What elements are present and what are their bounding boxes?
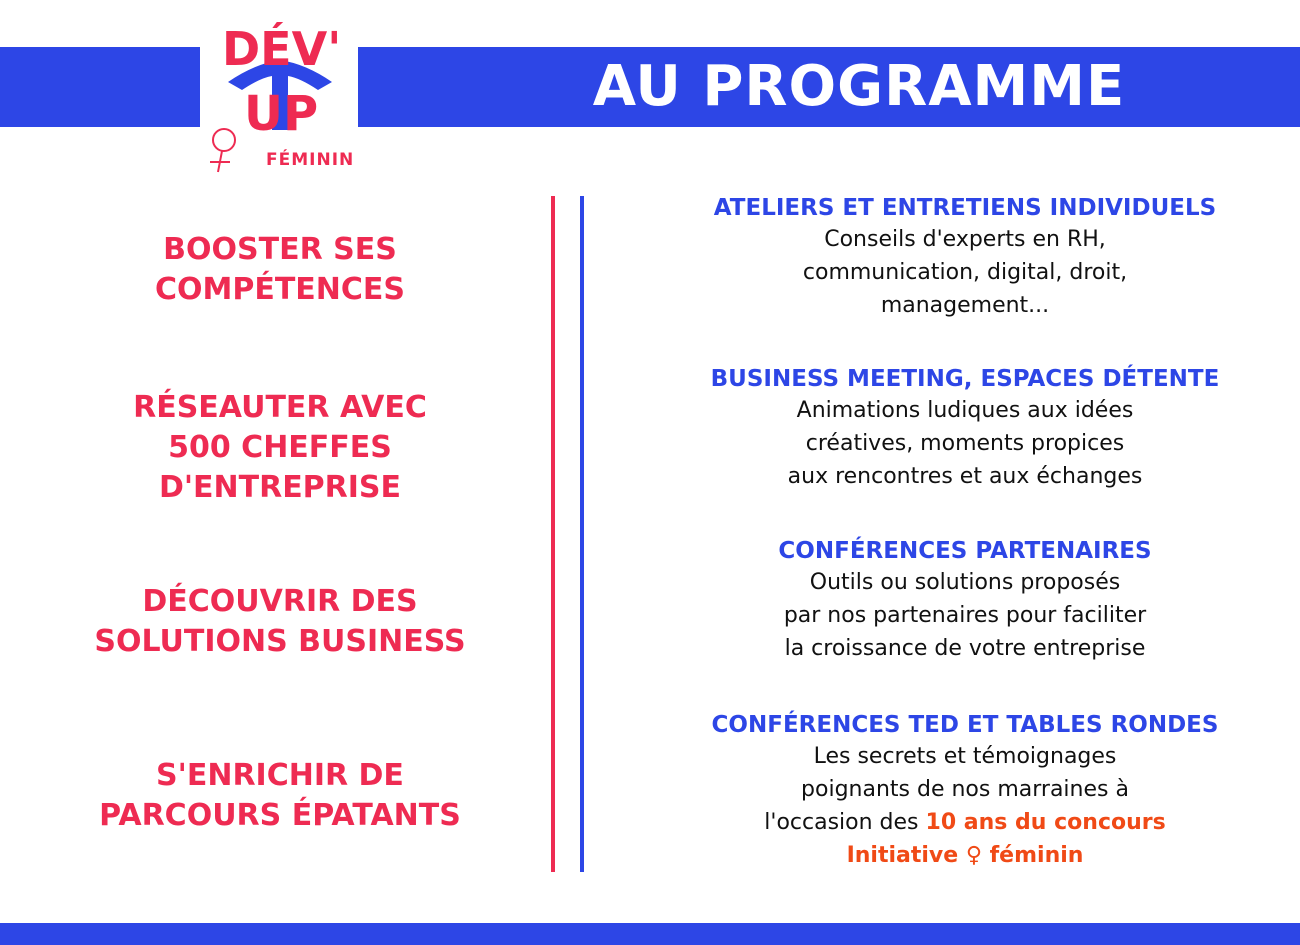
benefit-item (60, 582, 500, 662)
section-line: management... (880, 293, 1050, 318)
benefits-column (60, 0, 500, 945)
section-title: BUSINESS MEETING, ESPACES DÉTENTE (710, 366, 1220, 392)
benefit-line: DÉCOUVRIR DES (142, 584, 418, 619)
section-line (660, 806, 1270, 839)
benefit-line: BOOSTER SES (163, 232, 397, 267)
section-title: ATELIERS ET ENTRETIENS INDIVIDUELS (713, 195, 1217, 221)
logo-up-text: UP (244, 86, 319, 142)
program-section (660, 536, 1270, 665)
section-line: poignants de nos marraines à (801, 777, 1129, 802)
bottom-banner (0, 923, 1300, 945)
section-line: par nos partenaires pour faciliter (783, 603, 1147, 628)
divider-blue (580, 196, 584, 872)
program-section (660, 364, 1270, 493)
benefit-line: PARCOURS ÉPATANTS (99, 798, 461, 833)
banner-title: AU PROGRAMME (592, 54, 1126, 119)
section-line: aux rencontres et aux échanges (787, 464, 1143, 489)
section-title: CONFÉRENCES TED ET TABLES RONDES (711, 712, 1219, 738)
benefit-item (60, 230, 500, 310)
benefit-line: COMPÉTENCES (154, 272, 406, 307)
benefit-line: 500 CHEFFES (168, 430, 392, 465)
benefit-item (60, 388, 500, 508)
program-section (660, 710, 1270, 872)
section-line: Outils ou solutions proposés (809, 570, 1121, 595)
section-line-prefix: l'occasion des (764, 810, 926, 835)
section-line (660, 839, 1270, 872)
section-title: CONFÉRENCES PARTENAIRES (778, 538, 1152, 564)
section-line: créatives, moments propices (805, 431, 1125, 456)
logo-dev-text: DÉV' (222, 22, 342, 76)
section-line: communication, digital, droit, (802, 260, 1128, 285)
divider-red (551, 196, 555, 872)
benefit-line: D'ENTREPRISE (158, 470, 402, 505)
section-line: Animations ludiques aux idées (796, 398, 1134, 423)
section-line: Les secrets et témoignages (813, 744, 1117, 769)
contest-highlight: 10 ans du concours (925, 810, 1166, 835)
section-line: la croissance de votre entreprise (784, 636, 1146, 661)
section-line: Conseils d'experts en RH, (824, 227, 1106, 252)
logo-feminin-text: FÉMININ (266, 150, 355, 170)
benefit-line: S'ENRICHIR DE (156, 758, 404, 793)
benefit-item (60, 756, 500, 836)
benefit-line: SOLUTIONS BUSINESS (94, 624, 466, 659)
initiative-highlight: Initiative ♀ féminin (846, 843, 1084, 868)
benefit-line: RÉSEAUTER AVEC (133, 390, 427, 425)
program-section (660, 193, 1270, 322)
